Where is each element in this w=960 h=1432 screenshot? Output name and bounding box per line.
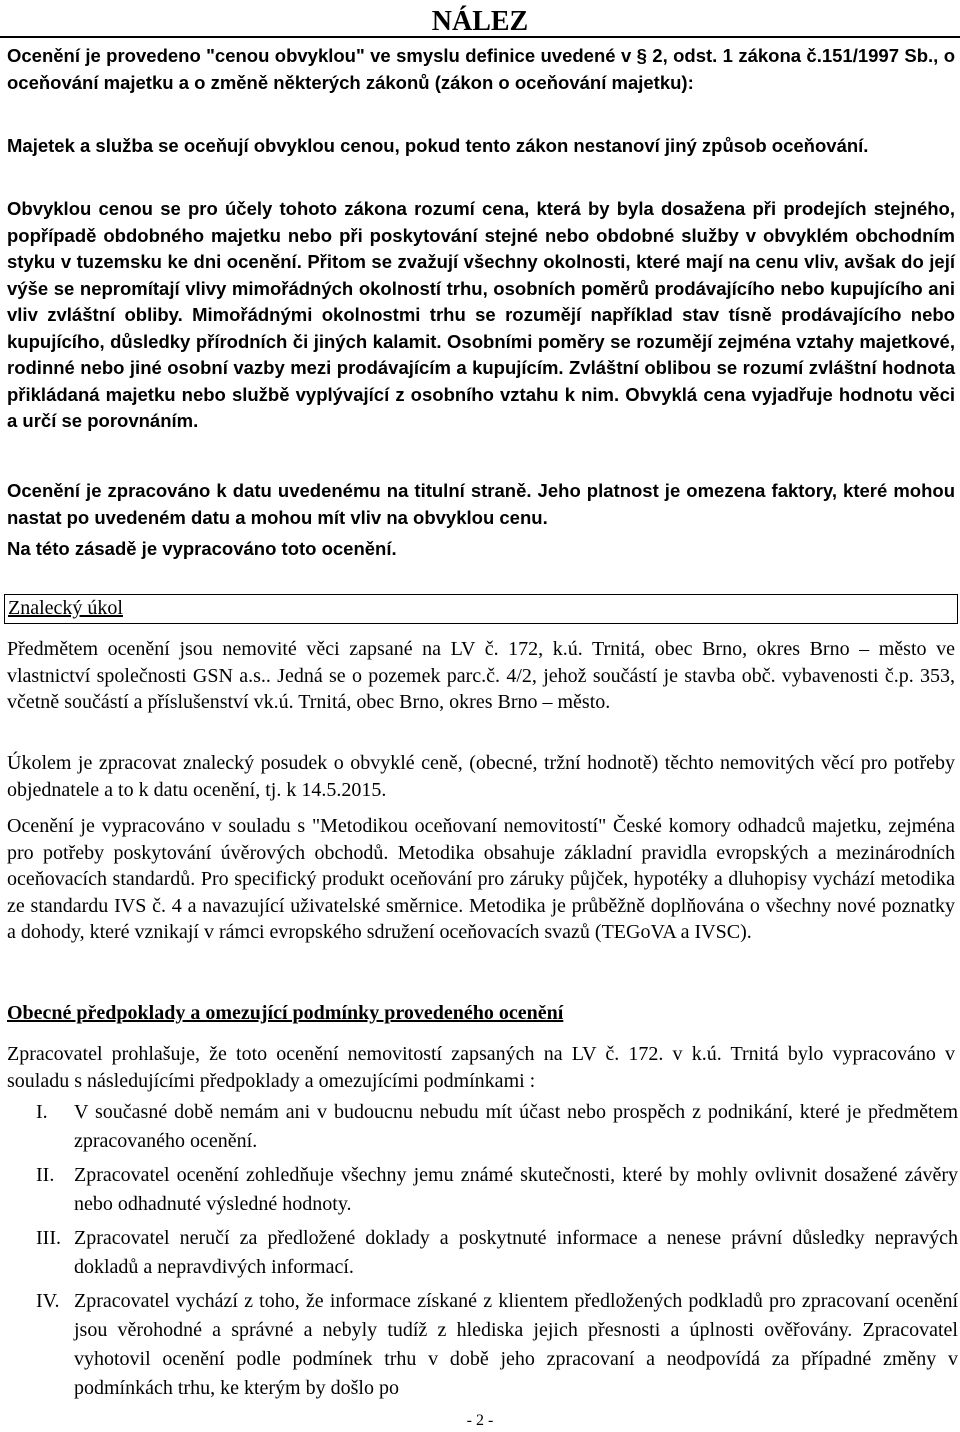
list-item: [0, 1098, 960, 1156]
list-item-number: IV.: [36, 1290, 60, 1312]
list-item-number: I.: [36, 1101, 48, 1123]
task-paragraph-3: Ocenění je vypracováno v souladu s "Metodikou oceňovaní nemovitostí" České komory odhadců majetku, zejména pro potřeby poskytování úvěrových obchodů. Metodika obsahuje základní pravidla evropských a mezinárodních oceňovacích standardů. Pro specifický produkt oceňování pro záruky půjček, hypotéky a dluhopisy vychází metodika ze standardu IVS č. 4 a navazující uživatelské směrnice. Metodika je průběžně doplňována o všechny nové poznatky a dohody, které vznikají v rámci evropského sdružení oceňovacích svazů (TEGoVA a IVSC).: [7, 815, 955, 943]
task-heading-label: Znalecký úkol: [8, 597, 123, 619]
list-item-text: Zpracovatel ocenění zohledňuje všechny jemu známé skutečnosti, které by mohly ovlivnit dosažené závěry nebo odhadnuté výsledné hodnoty.: [74, 1164, 958, 1215]
intro-paragraph-3: Obvyklou cenou se pro účely tohoto zákona rozumí cena, která by byla dosažena při prodejích stejného, popřípadě obdobného majetku nebo při poskytování stejné nebo obdobné služby v obvyklém obchodním styku v tuzemsku ke dni ocenění. Přitom se zvažují všechny okolnosti, které mají na cenu vliv, avšak do její výše se nepromítají vlivy mimořádných okolností trhu, osobních poměrů prodávajícího nebo kupujícího ani vliv zvláštní obliby. Mimořádnými okolnostmi trhu se rozumějí například stav tísně prodávajícího nebo kupujícího, důsledky přírodních či jiných kalamit. Osobními poměry se rozumějí zejména vztahy majetkové, rodinné nebo jiné osobní vazby mezi prodávajícím a kupujícím. Zvláštní oblibou se rozumí zvláštní hodnota přikládaná majetku nebo službě vyplývající z osobního vztahu k nim. Obvyklá cena vyjadřuje hodnotu věci a určí se porovnáním.: [7, 198, 955, 431]
intro-paragraph-4: Ocenění je zpracováno k datu uvedenému na titulní straně. Jeho platnost je omezena faktory, které mohou nastat po uvedeném datu a mohou mít vliv na obvyklou cenu.: [7, 480, 955, 528]
conditions-list: [0, 1098, 960, 1408]
intro-paragraph-2: Majetek a služba se oceňují obvyklou cenou, pokud tento zákon nestanoví jiný způsob oceňování.: [7, 135, 869, 156]
assumptions-intro: Zpracovatel prohlašuje, že toto ocenění nemovitostí zapsaných na LV č. 172. v k.ú. Trnitá bylo vypracováno v souladu s následujícími předpoklady a omezujícími podmínkami :: [7, 1043, 955, 1092]
list-item-text: Zpracovatel vychází z toho, že informace získané z klientem předložených podkladů pro zpracovaní ocenění jsou věrohodné a správné a nebyly tudíž z hlediska jejich přesnosti a úplnosti ověřovány. Zpracovatel vyhotovil ocenění podle podmínek trhu v době jeho zpracovaní a neodpovídá za případné změny v podmínkách trhu, ke kterým by došlo po: [74, 1290, 958, 1399]
list-item: [0, 1161, 960, 1219]
list-item-number: II.: [36, 1164, 55, 1186]
intro-paragraph-1: Ocenění je provedeno "cenou obvyklou" ve smyslu definice uvedené v § 2, odst. 1 zákona č.151/1997 Sb., o oceňování majetku a o změně některých zákonů (zákon o oceňování majetku):: [7, 45, 955, 93]
task-paragraph-1: Předmětem ocenění jsou nemovité věci zapsané na LV č. 172, k.ú. Trnitá, obec Brno, okres Brno – město ve vlastnictví společnosti GSN a.s.. Jedná se o pozemek parc.č. 4/2, jehož součástí je stavba obč. vybavenosti č.p. 353, včetně součástí a příslušenství vk.ú. Trnitá, obec Brno, okres Brno – město.: [7, 638, 955, 713]
assumptions-heading: Obecné předpoklady a omezující podmínky provedeného ocenění: [7, 1002, 564, 1024]
list-item-text: V současné době nemám ani v budoucnu nebudu mít účast nebo prospěch z podnikání, které je předmětem zpracovaného ocenění.: [74, 1101, 958, 1152]
list-item-number: III.: [36, 1227, 61, 1249]
list-item-text: Zpracovatel neručí za předložené doklady a poskytnuté informace a nenese právní důsledky nepravých dokladů a nepravdivých informací.: [74, 1227, 958, 1278]
intro-paragraph-5: Na této zásadě je vypracováno toto ocenění.: [7, 538, 397, 559]
task-paragraph-2: Úkolem je zpracovat znalecký posudek o obvyklé ceně, (obecné, tržní hodnotě) těchto nemovitých věcí pro potřeby objednatele a to k datu ocenění, tj. k 14.5.2015.: [7, 752, 955, 801]
page-number: - 2 -: [466, 1412, 494, 1429]
list-item: [0, 1287, 960, 1403]
list-item: [0, 1224, 960, 1282]
task-heading: [4, 594, 958, 624]
page-title: NÁLEZ: [0, 0, 960, 38]
